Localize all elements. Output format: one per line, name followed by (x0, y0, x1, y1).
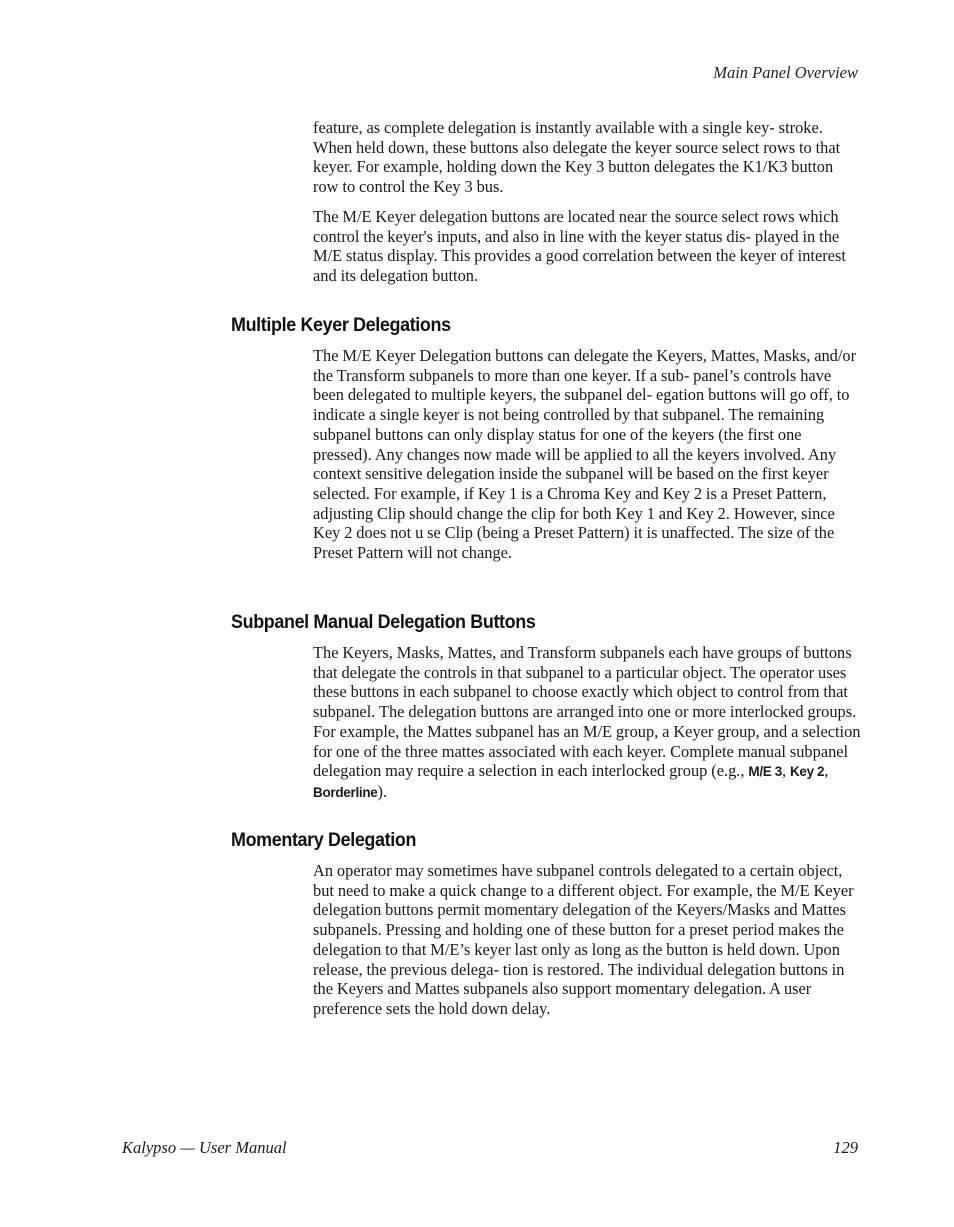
separator-2: , (824, 761, 829, 781)
multiple-keyer-delegations-paragraph: The M/E Keyer Delegation buttons can delegate the Keyers, Mattes, Masks, and/or the Transform subpanels to more than one keyer. If a sub- panel’s controls have been delegated to multiple keyers, the subpanel del- egation buttons will go off, to indicate a single keyer is not being controlled by that subpanel. The remaining subpanel buttons can only display status for one of the keyers (the first one pressed). Any changes now made will be applied to all the keyers involved. Any context sensitive delegation inside the subpanel will be based on the first keyer selected. For example, if Key 1 is a Chroma Key and Key 2 is a Preset Pattern, adjusting Clip should change the clip for both Key 1 and Key 2. However, since Key 2 does not u se Clip (being a Preset Pattern) it is unaffected. The size of the Preset Pattern will not change. (313, 346, 857, 563)
example-key2-label: Key 2 (789, 764, 825, 780)
intro-paragraph-2: The M/E Keyer delegation buttons are located near the source select rows which control the keyer's inputs, and also in line with the keyer status dis- played in the M/E status display. This provides a good correlation between the keyer of interest and its delegation button. (313, 207, 846, 286)
section-heading-momentary-delegation: Momentary Delegation (231, 829, 417, 851)
separator-1: , (781, 761, 790, 781)
subpanel-manual-delegation-paragraph (313, 643, 861, 803)
section-heading-multiple-keyer-delegations: Multiple Keyer Delegations (231, 314, 451, 336)
running-header: Main Panel Overview (713, 63, 858, 82)
momentary-delegation-paragraph: An operator may sometimes have subpanel controls delegated to a certain object, but need to make a quick change to a different object. For example, the M/E Keyer delegation buttons permit momentary delegation of the Keyers/Masks and Mattes subpanels. Pressing and holding one of these button for a preset period makes the delegation to that M/E’s keyer last only as long as the button is held down. Upon release, the previous delega- tion is restored. The individual delegation buttons in the Keyers and Mattes subpanels also support momentary delegation. A user preference sets the hold down delay. (313, 861, 854, 1018)
footer-page-number: 129 (833, 1138, 858, 1157)
example-borderline-label: Borderline (313, 784, 378, 800)
subpanel-tail-text: ). (377, 781, 388, 801)
section-heading-subpanel-manual-delegation-buttons: Subpanel Manual Delegation Buttons (231, 611, 536, 633)
footer-manual-title: Kalypso — User Manual (122, 1138, 287, 1157)
intro-paragraph-1: feature, as complete delegation is instantly available with a single key- stroke. When held down, these buttons also delegate the keyer source select rows to that keyer. For example, holding down the Key 3 button delegates the K1/K3 button row to control the Key 3 bus. (313, 118, 841, 197)
subpanel-body-text: The Keyers, Masks, Mattes, and Transform subpanels each have groups of buttons that delegate the controls in that subpanel to a particular object. The operator uses these buttons in each subpanel to choose exactly which object to control from that subpanel. The delegation buttons are arranged into one or more interlocked groups. For example, the Mattes subpanel has an M/E group, a Keyer group, and a selection for one of the three mattes associated with each keyer. Complete manual subpanel delegation may require a selection in each interlocked group (e.g., (313, 643, 861, 781)
example-me3-label: M/E 3 (748, 764, 782, 780)
